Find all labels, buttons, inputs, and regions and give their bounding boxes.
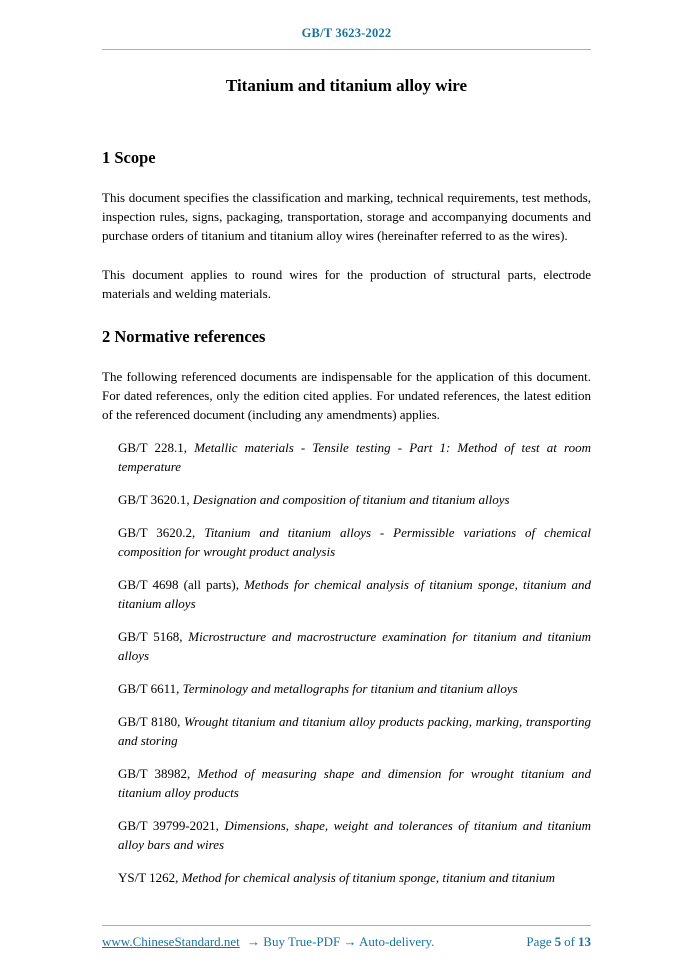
reference-code: GB/T 8180, xyxy=(118,714,181,729)
reference-title: Designation and composition of titanium and titanium alloys xyxy=(192,492,510,507)
reference-title: Method for chemical analysis of titanium sponge, titanium and titanium xyxy=(181,870,556,885)
reference-code: GB/T 5168, xyxy=(118,629,183,644)
reference-title: Terminology and metallographs for titanium and titanium alloys xyxy=(182,681,518,696)
reference-title: Method of measuring shape and dimension for wrought titanium and titanium alloy products xyxy=(118,766,591,800)
reference-code: GB/T 4698 (all parts), xyxy=(118,577,239,592)
reference-item xyxy=(118,523,591,561)
page-label: Page xyxy=(526,934,552,949)
reference-title: Titanium and titanium alloys - Permissible variations of chemical composition for wrought product analysis xyxy=(118,525,591,559)
scope-paragraph-2: This document applies to round wires for the production of structural parts, electrode materials and welding materials. xyxy=(102,267,591,301)
reference-code: GB/T 228.1, xyxy=(118,440,188,455)
section-heading-normative-references: 2 Normative references xyxy=(102,327,266,346)
normative-intro-paragraph: The following referenced documents are indispensable for the application of this document. For dated references, only the edition cited applies. For undated references, the latest edition of the referenced document (including any amendments) applies. xyxy=(102,369,591,422)
reference-code: YS/T 1262, xyxy=(118,870,179,885)
reference-title: Metallic materials - Tensile testing - Part 1: Method of test at room temperature xyxy=(118,440,591,474)
reference-item xyxy=(118,575,591,613)
reference-list xyxy=(102,438,591,887)
reference-item xyxy=(118,816,591,854)
reference-title: Dimensions, shape, weight and tolerances of titanium and titanium alloy bars and wires xyxy=(118,818,592,852)
footer-divider xyxy=(102,925,591,926)
page-footer xyxy=(102,925,591,950)
of-label: of xyxy=(564,934,575,949)
reference-title: Microstructure and macrostructure examination for titanium and titanium alloys xyxy=(118,629,591,663)
total-pages: 13 xyxy=(578,934,591,949)
reference-code: GB/T 3620.1, xyxy=(118,492,190,507)
reference-title: Methods for chemical analysis of titanium sponge, titanium and titanium alloys xyxy=(118,577,591,611)
reference-item xyxy=(118,712,591,750)
reference-code: GB/T 6611, xyxy=(118,681,180,696)
page-header xyxy=(102,26,591,50)
reference-item xyxy=(118,679,591,698)
scope-paragraph-1: This document specifies the classification and marking, technical requirements, test methods, inspection rules, signs, packaging, transportation, storage and accompanying documents and purchase orders of titanium and titanium alloy wires (hereinafter referred to as the wires). xyxy=(102,190,591,243)
chinesestandard-link[interactable]: www.ChineseStandard.net xyxy=(102,934,240,949)
document-title: Titanium and titanium alloy wire xyxy=(225,76,468,95)
section-heading-scope: 1 Scope xyxy=(102,148,156,167)
standard-code: GB/T 3623-2022 xyxy=(301,26,392,40)
page-indicator xyxy=(526,934,591,950)
header-divider xyxy=(102,49,591,50)
reference-title: Wrought titanium and titanium alloy products packing, marking, transporting and storing xyxy=(118,714,591,748)
reference-code: GB/T 38982, xyxy=(118,766,191,781)
footer-buy-text: → Buy True-PDF → Auto-delivery. xyxy=(247,934,435,949)
reference-code: GB/T 39799-2021, xyxy=(118,818,219,833)
reference-item xyxy=(118,438,591,476)
reference-item xyxy=(118,490,591,509)
reference-item xyxy=(118,627,591,665)
reference-item xyxy=(118,868,591,887)
page-number: 5 xyxy=(554,934,562,949)
footer-left xyxy=(102,934,434,950)
reference-item xyxy=(118,764,591,802)
reference-code: GB/T 3620.2, xyxy=(118,525,196,540)
